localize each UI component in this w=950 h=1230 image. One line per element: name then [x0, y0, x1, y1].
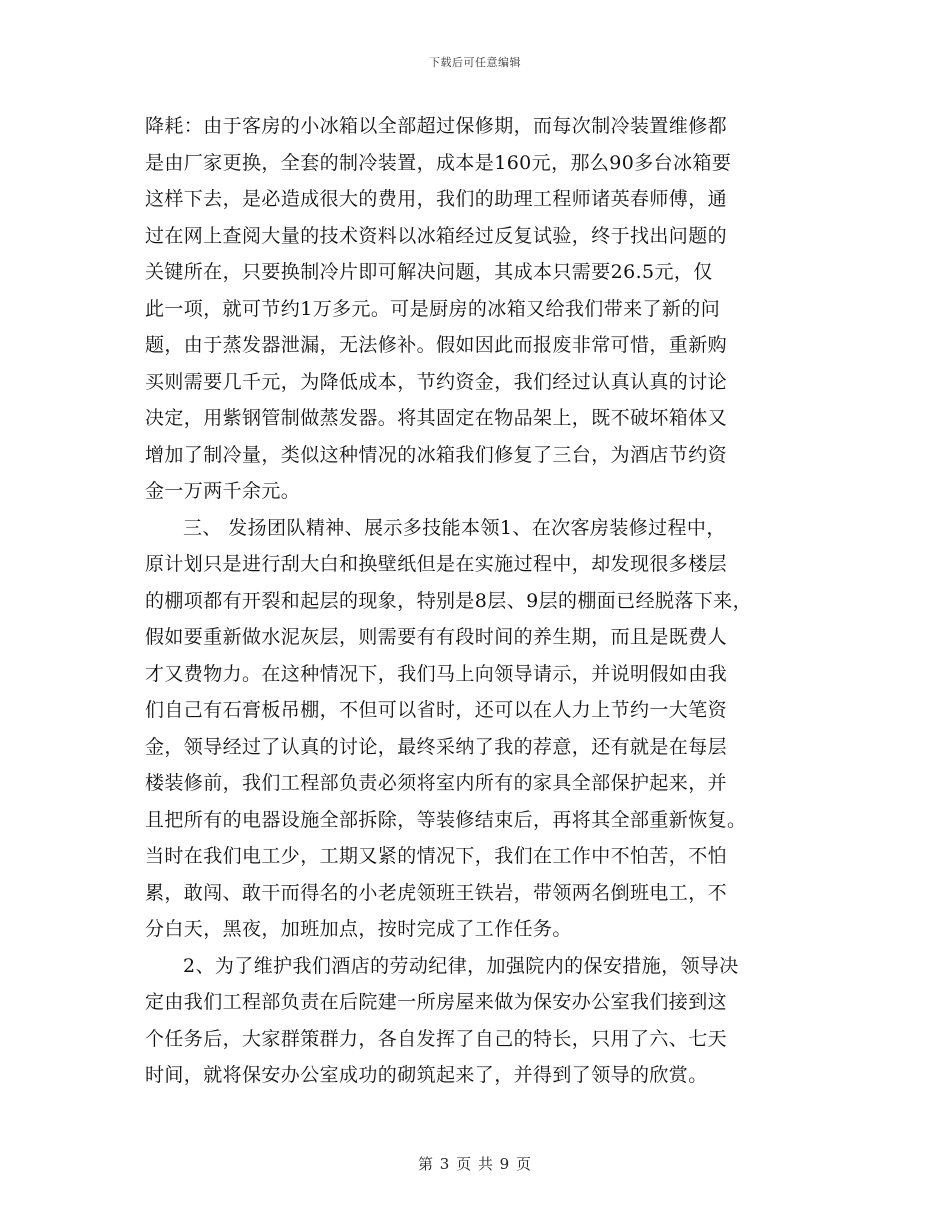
- text-line: 金，领导经过了认真的讨论，最终采纳了我的荐意，还有就是在每层: [145, 735, 728, 758]
- text-line: 假如要重新做水泥灰层，则需要有有段时间的养生期，而且是既费人: [145, 626, 728, 648]
- page-header: 下载后可任意编辑: [429, 56, 521, 69]
- paragraph-start-line: 2、为了维护我们酒店的劳动纪律，加强院内的保安措施，领导决: [183, 954, 739, 977]
- section-heading-line: 三、 发扬团队精神、展示多技能本领1、在次客房装修过程中，: [183, 516, 726, 539]
- text-line: 累，敢闯、敢干而得名的小老虎领班王铁岩，带领两名倒班电工，不: [145, 881, 728, 904]
- text-line: 且把所有的电器设施全部拆除，等装修结束后，再将其全部重新恢复。: [145, 808, 747, 831]
- text-line: 这样下去，是必造成很大的费用，我们的助理工程师诸英春师傅，通: [145, 188, 728, 210]
- text-line: 原计划只是进行刮大白和换壁纸但是在实施过程中，却发现很多楼层: [145, 553, 728, 575]
- text-line: 的棚项都有开裂和起层的现象，特别是8层、9层的棚面已经脱落下来，: [145, 589, 752, 612]
- text-line: 是由厂家更换，全套的制冷装置，成本是160元，那么90多台冰箱要: [145, 151, 732, 174]
- text-line: 题，由于蒸发器泄漏，无法修补。假如因此而报废非常可惜，重新购: [145, 334, 728, 356]
- text-line: 分白天，黑夜，加班加点，按时完成了工作任务。: [145, 918, 572, 940]
- text-line: 过在网上查阅大量的技术资料以冰箱经过反复试验，终于找出问题的: [145, 224, 728, 247]
- text-line: 才又费物力。在这种情况下，我们马上向领导请示，并说明假如由我: [145, 662, 728, 685]
- text-line: 们自己有石膏板吊棚，不但可以省时，还可以在人力上节约一大笔资: [145, 699, 728, 721]
- text-line: 定由我们工程部负责在后院建一所房屋来做为保安办公室我们接到这: [145, 991, 728, 1013]
- text-line: 决定，用紫钢管制做蒸发器。将其固定在物品架上，既不破坏箱体又: [145, 407, 728, 429]
- text-line: 楼装修前，我们工程部负责必须将室内所有的家具全部保护起来，并: [145, 772, 728, 794]
- text-line: 金一万两千余元。: [145, 480, 301, 502]
- text-line: 当时在我们电工少，工期又紧的情况下，我们在工作中不怕苦，不怕: [145, 845, 728, 867]
- text-line: 个任务后，大家群策群力，各自发挥了自己的特长，只用了六、七天: [145, 1027, 728, 1050]
- text-line: 关键所在，只要换制冷片即可解决问题，其成本只需要26.5元，仅: [145, 261, 713, 283]
- document-body: [145, 108, 825, 1094]
- page-number-footer: 第 3 页 共 9 页: [418, 1155, 532, 1173]
- text-line: 降耗：由于客房的小冰箱以全部超过保修期，而每次制冷装置维修都: [145, 115, 728, 137]
- text-line: 买则需要几千元，为降低成本，节约资金，我们经过认真认真的讨论: [145, 370, 728, 393]
- text-line: 增加了制冷量，类似这种情况的冰箱我们修复了三台，为酒店节约资: [145, 443, 728, 466]
- text-line: 时间，就将保安办公室成功的砌筑起来了，并得到了领导的欣赏。: [145, 1064, 708, 1086]
- text-line: 此一项，就可节约1万多元。可是厨房的冰箱又给我们带来了新的问: [145, 297, 721, 320]
